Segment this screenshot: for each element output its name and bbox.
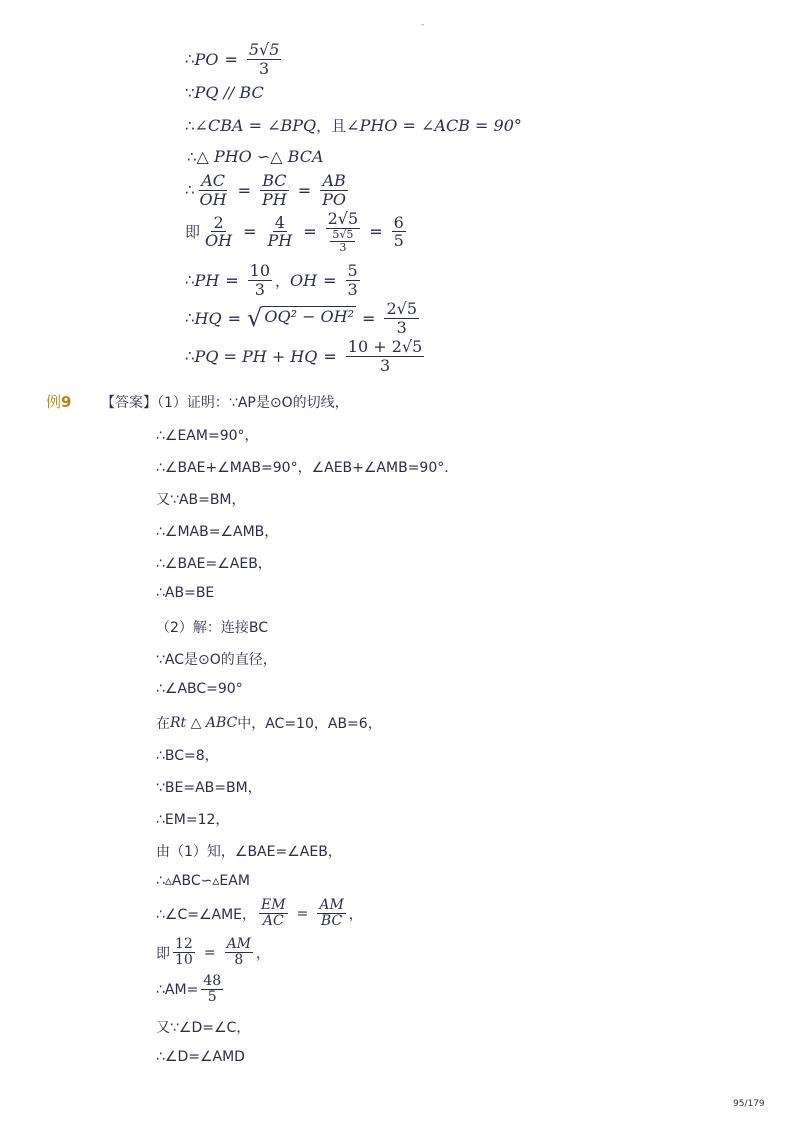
- square-root: √ OQ² − OH²: [247, 304, 355, 333]
- solution-line: ∴∠D=∠AMD: [156, 1049, 245, 1065]
- solution-line: ∴∠BAE=∠AEB，: [156, 556, 272, 572]
- fraction: $\frac{5√5}{3}$: [248, 40, 280, 78]
- solution-line: ∴∠MAB=∠AMB，: [156, 524, 279, 540]
- answer-heading: 【答案】（1）证明：∵AP是⊙O的切线，: [101, 395, 349, 411]
- derivation-line-8: ∴ HQ = √ OQ² − OH² = $\frac{2√5}{3}$: [185, 299, 418, 337]
- derivation-line-1: ∴ PO = $\frac{5√5}{3}$: [185, 40, 280, 78]
- solution-line-ji: 即 $\frac{12}{10}$ = $\frac{AM}{8}$ ，: [156, 936, 271, 969]
- derivation-line-6: 即 $\frac{2}{OH}$ = $\frac{4}{PH}$ = $\frac{2√5}{\frac{5√5}{3}}$ = $\frac{6}{5}$: [185, 209, 404, 254]
- solution-line: ∴∠EAM=90°，: [156, 428, 259, 444]
- derivation-line-9: ∴ PQ = PH + HQ = $\frac{10 + 2√5}{3}$: [185, 337, 423, 375]
- solution-line: ∴EM=12，: [156, 812, 230, 828]
- solution-line: 又∵∠D=∠C，: [156, 1020, 251, 1036]
- derivation-line-5: ∴ $\frac{AC}{OH}$ = $\frac{BC}{PH}$ = $\frac{AB}{PO}$: [185, 171, 347, 209]
- derivation-line-4: ∴ △ PHO ∽△ BCA: [187, 147, 324, 166]
- solution-line-rt: 在 Rt △ ABC 中，AC=10，AB=6，: [156, 715, 382, 732]
- solution-line: ∵BE=AB=BM，: [156, 780, 262, 796]
- example-label: 例9: [46, 393, 72, 411]
- solution-line-am: ∴AM= $\frac{48}{5}$: [156, 973, 222, 1006]
- solution-line: 由（1）知，∠BAE=∠AEB，: [156, 844, 342, 860]
- solution-line: 又∵AB=BM，: [156, 492, 246, 508]
- solution-line-ratio: ∴∠C=∠AME， $\frac{EM}{AC}$ = $\frac{AM}{BC}$ ，: [156, 897, 363, 930]
- solution-line: （2）解：连接BC: [156, 620, 269, 636]
- solution-line: ∴▵ABC∽▵EAM: [156, 873, 250, 889]
- top-mark: -: [421, 20, 425, 30]
- solution-line: ∵AC是⊙O的直径，: [156, 652, 277, 668]
- solution-line: ∴AB=BE: [156, 585, 215, 601]
- derivation-line-7: ∴ PH = $\frac{10}{3}$ ， OH = $\frac{5}{3}$: [185, 261, 358, 299]
- page-number: 95/179: [733, 1099, 765, 1109]
- solution-line: ∴BC=8，: [156, 748, 219, 764]
- derivation-line-2: ∵ PQ // BC: [185, 83, 264, 102]
- solution-line: ∴∠ABC=90°: [156, 681, 243, 697]
- solution-line: ∴∠BAE+∠MAB=90°，∠AEB+∠AMB=90°．: [156, 460, 459, 476]
- derivation-line-3: ∴ ∠CBA = ∠BPQ ，且 ∠PHO = ∠ACB = 90°: [185, 116, 522, 135]
